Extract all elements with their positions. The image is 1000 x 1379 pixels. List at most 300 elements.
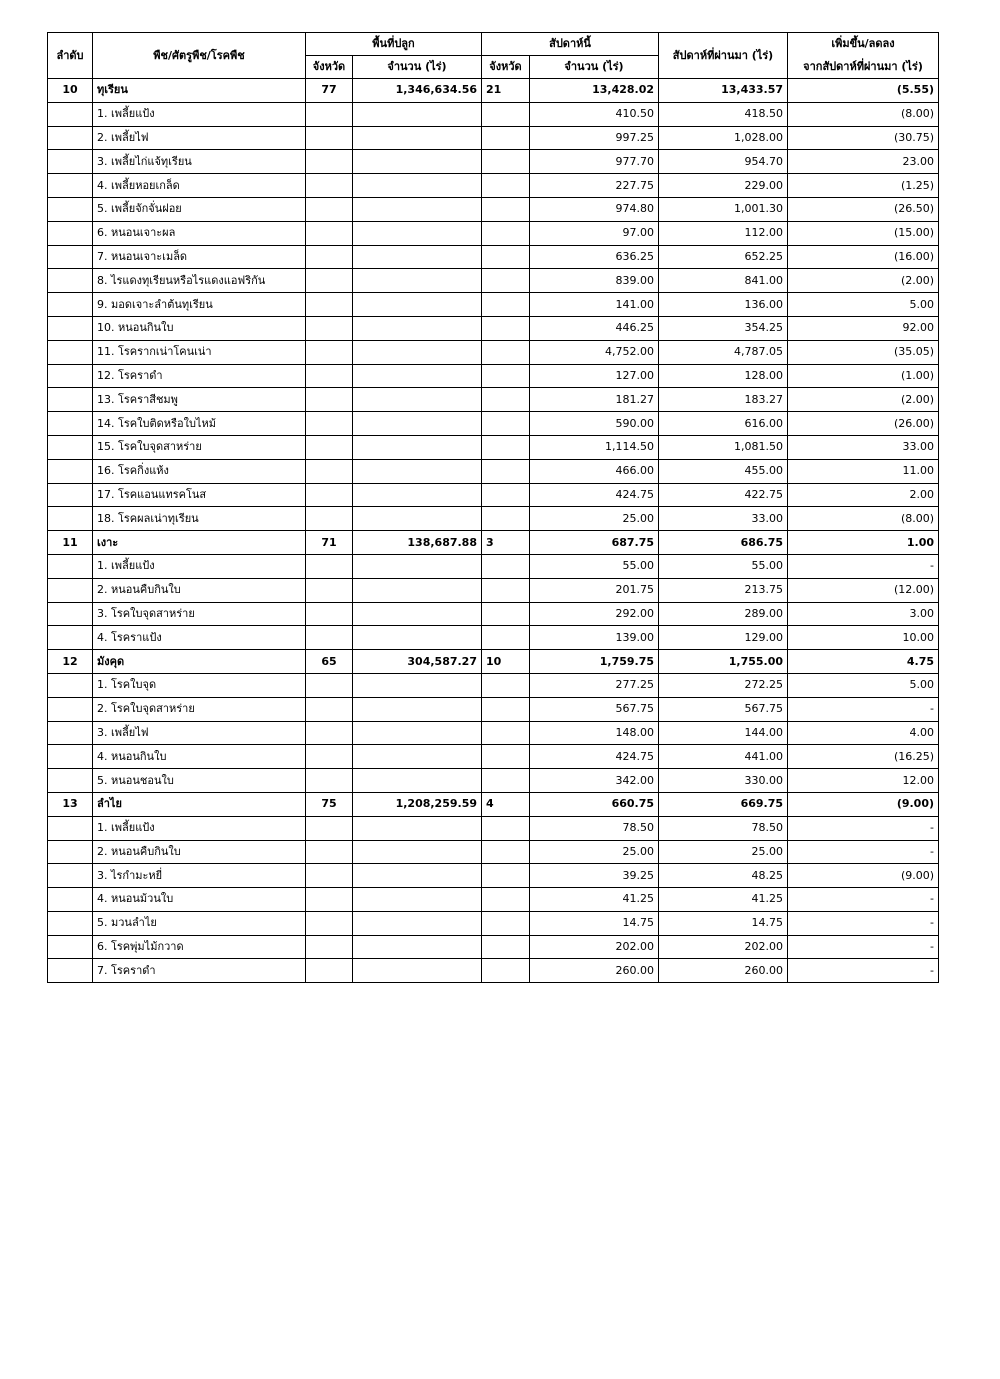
empty-cell bbox=[353, 269, 482, 293]
pest-week-amount: 424.75 bbox=[530, 745, 659, 769]
pest-last-week-amount: 78.50 bbox=[659, 816, 788, 840]
pest-change-amount: (8.00) bbox=[788, 507, 939, 531]
pest-name: 7. โรคราดำ bbox=[93, 959, 306, 983]
planted-area: 304,587.27 bbox=[353, 650, 482, 674]
pest-change-amount: 3.00 bbox=[788, 602, 939, 626]
empty-cell bbox=[306, 174, 353, 198]
pest-change-amount: (12.00) bbox=[788, 578, 939, 602]
empty-cell bbox=[482, 412, 530, 436]
empty-cell bbox=[482, 197, 530, 221]
pest-last-week-amount: 455.00 bbox=[659, 459, 788, 483]
last-week-amount: 1,755.00 bbox=[659, 650, 788, 674]
empty-cell bbox=[482, 102, 530, 126]
pest-last-week-amount: 48.25 bbox=[659, 864, 788, 888]
crop-name: ลำไย bbox=[93, 792, 306, 816]
empty-cell bbox=[353, 626, 482, 650]
pest-week-amount: 997.25 bbox=[530, 126, 659, 150]
empty-cell bbox=[306, 245, 353, 269]
empty-cell bbox=[482, 959, 530, 983]
empty-no-cell bbox=[48, 673, 93, 697]
week-amount: 687.75 bbox=[530, 531, 659, 555]
header-change-line1: เพิ่มขึ้น/ลดลง bbox=[788, 33, 939, 56]
empty-cell bbox=[482, 435, 530, 459]
pest-week-amount: 636.25 bbox=[530, 245, 659, 269]
pest-change-amount: (26.00) bbox=[788, 412, 939, 436]
pest-change-amount: 5.00 bbox=[788, 293, 939, 317]
pest-last-week-amount: 55.00 bbox=[659, 554, 788, 578]
pest-row bbox=[48, 911, 939, 935]
pest-name: 6. หนอนเจาะผล bbox=[93, 221, 306, 245]
pest-row bbox=[48, 721, 939, 745]
pest-row bbox=[48, 840, 939, 864]
empty-no-cell bbox=[48, 293, 93, 317]
planted-province-count: 71 bbox=[306, 531, 353, 555]
pest-last-week-amount: 25.00 bbox=[659, 840, 788, 864]
change-amount: 4.75 bbox=[788, 650, 939, 674]
pest-last-week-amount: 14.75 bbox=[659, 911, 788, 935]
empty-cell bbox=[353, 364, 482, 388]
pest-name: 5. เพลี้ยจักจั่นฝอย bbox=[93, 197, 306, 221]
empty-cell bbox=[353, 816, 482, 840]
pest-week-amount: 127.00 bbox=[530, 364, 659, 388]
pest-name: 15. โรคใบจุดสาหร่าย bbox=[93, 435, 306, 459]
empty-cell bbox=[353, 126, 482, 150]
pest-name: 13. โรคราสีชมพู bbox=[93, 388, 306, 412]
empty-cell bbox=[353, 697, 482, 721]
pest-last-week-amount: 418.50 bbox=[659, 102, 788, 126]
pest-change-amount: 92.00 bbox=[788, 316, 939, 340]
crop-name: เงาะ bbox=[93, 531, 306, 555]
last-week-amount: 13,433.57 bbox=[659, 79, 788, 103]
pest-name: 2. โรคใบจุดสาหร่าย bbox=[93, 697, 306, 721]
pest-name: 3. เพลี้ยไก่แจ้ทุเรียน bbox=[93, 150, 306, 174]
empty-cell bbox=[306, 459, 353, 483]
pest-change-amount: (2.00) bbox=[788, 269, 939, 293]
empty-cell bbox=[306, 293, 353, 317]
pest-row bbox=[48, 197, 939, 221]
empty-cell bbox=[353, 197, 482, 221]
empty-cell bbox=[353, 412, 482, 436]
pest-last-week-amount: 272.25 bbox=[659, 673, 788, 697]
table-body bbox=[48, 79, 939, 983]
empty-cell bbox=[306, 412, 353, 436]
pest-last-week-amount: 229.00 bbox=[659, 174, 788, 198]
pest-name: 8. ไรแดงทุเรียนหรือไรแดงแอฟริกัน bbox=[93, 269, 306, 293]
pest-name: 1. โรคใบจุด bbox=[93, 673, 306, 697]
empty-cell bbox=[353, 911, 482, 935]
pest-last-week-amount: 260.00 bbox=[659, 959, 788, 983]
pest-last-week-amount: 954.70 bbox=[659, 150, 788, 174]
empty-cell bbox=[353, 673, 482, 697]
pest-change-amount: 4.00 bbox=[788, 721, 939, 745]
empty-cell bbox=[482, 697, 530, 721]
empty-cell bbox=[482, 316, 530, 340]
pest-last-week-amount: 41.25 bbox=[659, 888, 788, 912]
pest-row bbox=[48, 150, 939, 174]
empty-cell bbox=[353, 340, 482, 364]
crop-row bbox=[48, 650, 939, 674]
pest-week-amount: 139.00 bbox=[530, 626, 659, 650]
header-province-week: จังหวัด bbox=[482, 56, 530, 79]
empty-cell bbox=[306, 626, 353, 650]
pest-change-amount: - bbox=[788, 959, 939, 983]
pest-week-amount: 446.25 bbox=[530, 316, 659, 340]
empty-no-cell bbox=[48, 507, 93, 531]
pest-change-amount: 33.00 bbox=[788, 435, 939, 459]
crop-number: 11 bbox=[48, 531, 93, 555]
pest-name: 1. เพลี้ยแป้ง bbox=[93, 554, 306, 578]
pest-week-amount: 78.50 bbox=[530, 816, 659, 840]
pest-row bbox=[48, 745, 939, 769]
empty-cell bbox=[482, 150, 530, 174]
pest-name: 17. โรคแอนแทรคโนส bbox=[93, 483, 306, 507]
pest-change-amount: (26.50) bbox=[788, 197, 939, 221]
empty-no-cell bbox=[48, 721, 93, 745]
empty-no-cell bbox=[48, 935, 93, 959]
empty-cell bbox=[306, 435, 353, 459]
empty-cell bbox=[353, 959, 482, 983]
change-amount: 1.00 bbox=[788, 531, 939, 555]
pest-week-amount: 55.00 bbox=[530, 554, 659, 578]
empty-no-cell bbox=[48, 245, 93, 269]
header-amount: จำนวน (ไร่) bbox=[353, 56, 482, 79]
planted-province-count: 77 bbox=[306, 79, 353, 103]
empty-cell bbox=[353, 602, 482, 626]
pest-week-amount: 201.75 bbox=[530, 578, 659, 602]
pest-week-amount: 141.00 bbox=[530, 293, 659, 317]
pest-last-week-amount: 1,001.30 bbox=[659, 197, 788, 221]
pest-row bbox=[48, 888, 939, 912]
planted-province-count: 65 bbox=[306, 650, 353, 674]
empty-no-cell bbox=[48, 340, 93, 364]
empty-cell bbox=[306, 364, 353, 388]
crop-name: ทุเรียน bbox=[93, 79, 306, 103]
empty-cell bbox=[482, 269, 530, 293]
pest-last-week-amount: 1,081.50 bbox=[659, 435, 788, 459]
empty-cell bbox=[306, 816, 353, 840]
header-item: พืช/ศัตรูพืช/โรคพืช bbox=[93, 33, 306, 79]
pest-week-amount: 202.00 bbox=[530, 935, 659, 959]
empty-no-cell bbox=[48, 150, 93, 174]
pest-change-amount: 2.00 bbox=[788, 483, 939, 507]
pest-name: 11. โรครากเน่าโคนเน่า bbox=[93, 340, 306, 364]
empty-cell bbox=[353, 316, 482, 340]
header-this-week: สัปดาห์นี้ bbox=[482, 33, 659, 56]
empty-cell bbox=[353, 483, 482, 507]
pest-last-week-amount: 1,028.00 bbox=[659, 126, 788, 150]
pest-row bbox=[48, 816, 939, 840]
empty-cell bbox=[306, 864, 353, 888]
empty-cell bbox=[353, 840, 482, 864]
pest-last-week-amount: 4,787.05 bbox=[659, 340, 788, 364]
empty-no-cell bbox=[48, 959, 93, 983]
empty-cell bbox=[482, 483, 530, 507]
pest-week-amount: 277.25 bbox=[530, 673, 659, 697]
pest-change-amount: (15.00) bbox=[788, 221, 939, 245]
crop-row bbox=[48, 792, 939, 816]
pest-row bbox=[48, 221, 939, 245]
empty-cell bbox=[482, 840, 530, 864]
crop-number: 12 bbox=[48, 650, 93, 674]
pest-last-week-amount: 213.75 bbox=[659, 578, 788, 602]
pest-change-amount: (1.00) bbox=[788, 364, 939, 388]
pest-last-week-amount: 144.00 bbox=[659, 721, 788, 745]
pest-last-week-amount: 33.00 bbox=[659, 507, 788, 531]
empty-cell bbox=[306, 745, 353, 769]
pest-change-amount: 11.00 bbox=[788, 459, 939, 483]
pest-change-amount: (16.00) bbox=[788, 245, 939, 269]
pest-change-amount: 5.00 bbox=[788, 673, 939, 697]
pest-change-amount: - bbox=[788, 840, 939, 864]
table-header bbox=[48, 33, 939, 79]
pest-name: 4. โรคราแป้ง bbox=[93, 626, 306, 650]
empty-cell bbox=[482, 578, 530, 602]
pest-name: 12. โรคราดำ bbox=[93, 364, 306, 388]
pest-week-amount: 97.00 bbox=[530, 221, 659, 245]
empty-no-cell bbox=[48, 126, 93, 150]
empty-cell bbox=[353, 459, 482, 483]
pest-name: 1. เพลี้ยแป้ง bbox=[93, 102, 306, 126]
empty-no-cell bbox=[48, 269, 93, 293]
empty-no-cell bbox=[48, 769, 93, 793]
pest-last-week-amount: 202.00 bbox=[659, 935, 788, 959]
pest-change-amount: (30.75) bbox=[788, 126, 939, 150]
empty-cell bbox=[306, 578, 353, 602]
empty-no-cell bbox=[48, 174, 93, 198]
empty-no-cell bbox=[48, 364, 93, 388]
crop-number: 13 bbox=[48, 792, 93, 816]
crop-name: มังคุด bbox=[93, 650, 306, 674]
pest-row bbox=[48, 578, 939, 602]
planted-area: 1,208,259.59 bbox=[353, 792, 482, 816]
pest-row bbox=[48, 102, 939, 126]
pest-row bbox=[48, 507, 939, 531]
pest-week-amount: 25.00 bbox=[530, 840, 659, 864]
empty-cell bbox=[482, 626, 530, 650]
pest-row bbox=[48, 245, 939, 269]
pest-name: 16. โรคกิ่งแห้ง bbox=[93, 459, 306, 483]
empty-cell bbox=[353, 435, 482, 459]
pest-name: 7. หนอนเจาะเมล็ด bbox=[93, 245, 306, 269]
empty-cell bbox=[306, 697, 353, 721]
pest-week-amount: 39.25 bbox=[530, 864, 659, 888]
empty-cell bbox=[306, 269, 353, 293]
empty-cell bbox=[482, 721, 530, 745]
week-province-count: 21 bbox=[482, 79, 530, 103]
pest-week-amount: 227.75 bbox=[530, 174, 659, 198]
pest-change-amount: (35.05) bbox=[788, 340, 939, 364]
empty-cell bbox=[306, 388, 353, 412]
pest-name: 2. หนอนคืบกินใบ bbox=[93, 840, 306, 864]
crop-row bbox=[48, 79, 939, 103]
pest-name: 3. ไรกำมะหยี่ bbox=[93, 864, 306, 888]
pest-change-amount: (16.25) bbox=[788, 745, 939, 769]
empty-cell bbox=[482, 769, 530, 793]
pest-week-amount: 4,752.00 bbox=[530, 340, 659, 364]
empty-no-cell bbox=[48, 816, 93, 840]
empty-cell bbox=[306, 316, 353, 340]
planted-area: 1,346,634.56 bbox=[353, 79, 482, 103]
empty-cell bbox=[353, 935, 482, 959]
pest-change-amount: - bbox=[788, 816, 939, 840]
header-change-line2: จากสัปดาห์ที่ผ่านมา (ไร่) bbox=[788, 56, 939, 79]
crop-row bbox=[48, 531, 939, 555]
pest-name: 9. มอดเจาะลำต้นทุเรียน bbox=[93, 293, 306, 317]
pest-last-week-amount: 136.00 bbox=[659, 293, 788, 317]
empty-cell bbox=[482, 816, 530, 840]
pest-change-amount: 23.00 bbox=[788, 150, 939, 174]
empty-cell bbox=[306, 673, 353, 697]
pest-week-amount: 181.27 bbox=[530, 388, 659, 412]
empty-no-cell bbox=[48, 316, 93, 340]
empty-cell bbox=[482, 554, 530, 578]
empty-cell bbox=[353, 888, 482, 912]
empty-cell bbox=[482, 388, 530, 412]
week-province-count: 10 bbox=[482, 650, 530, 674]
pest-row bbox=[48, 435, 939, 459]
pest-change-amount: 10.00 bbox=[788, 626, 939, 650]
empty-no-cell bbox=[48, 697, 93, 721]
pest-change-amount: (1.25) bbox=[788, 174, 939, 198]
empty-cell bbox=[306, 935, 353, 959]
pest-row bbox=[48, 364, 939, 388]
pest-change-amount: - bbox=[788, 554, 939, 578]
pest-name: 6. โรคพุ่มไม้กวาด bbox=[93, 935, 306, 959]
pest-last-week-amount: 652.25 bbox=[659, 245, 788, 269]
empty-cell bbox=[306, 840, 353, 864]
empty-cell bbox=[306, 102, 353, 126]
pest-row bbox=[48, 673, 939, 697]
last-week-amount: 686.75 bbox=[659, 531, 788, 555]
empty-cell bbox=[482, 507, 530, 531]
planted-area: 138,687.88 bbox=[353, 531, 482, 555]
empty-cell bbox=[482, 126, 530, 150]
pest-name: 14. โรคใบติดหรือใบไหม้ bbox=[93, 412, 306, 436]
pest-change-amount: (2.00) bbox=[788, 388, 939, 412]
pest-week-amount: 410.50 bbox=[530, 102, 659, 126]
pest-row bbox=[48, 316, 939, 340]
pest-row bbox=[48, 864, 939, 888]
empty-cell bbox=[306, 769, 353, 793]
pest-row bbox=[48, 602, 939, 626]
empty-cell bbox=[306, 221, 353, 245]
pest-name: 5. หนอนชอนใบ bbox=[93, 769, 306, 793]
empty-cell bbox=[482, 673, 530, 697]
empty-cell bbox=[306, 197, 353, 221]
empty-no-cell bbox=[48, 221, 93, 245]
pest-name: 10. หนอนกินใบ bbox=[93, 316, 306, 340]
pest-name: 4. หนอนม้วนใบ bbox=[93, 888, 306, 912]
empty-cell bbox=[482, 935, 530, 959]
header-no: ลำดับ bbox=[48, 33, 93, 79]
pest-week-amount: 466.00 bbox=[530, 459, 659, 483]
pest-row bbox=[48, 340, 939, 364]
empty-cell bbox=[306, 602, 353, 626]
pest-name: 2. หนอนคืบกินใบ bbox=[93, 578, 306, 602]
pest-name: 18. โรคผลเน่าทุเรียน bbox=[93, 507, 306, 531]
pest-row bbox=[48, 174, 939, 198]
pest-last-week-amount: 354.25 bbox=[659, 316, 788, 340]
empty-cell bbox=[482, 745, 530, 769]
planted-province-count: 75 bbox=[306, 792, 353, 816]
empty-cell bbox=[353, 174, 482, 198]
empty-no-cell bbox=[48, 626, 93, 650]
pest-row bbox=[48, 459, 939, 483]
pest-last-week-amount: 129.00 bbox=[659, 626, 788, 650]
empty-no-cell bbox=[48, 578, 93, 602]
pest-change-amount: (8.00) bbox=[788, 102, 939, 126]
empty-no-cell bbox=[48, 745, 93, 769]
pest-row bbox=[48, 412, 939, 436]
change-amount: (9.00) bbox=[788, 792, 939, 816]
empty-cell bbox=[353, 745, 482, 769]
pest-report-table bbox=[47, 32, 939, 983]
pest-row bbox=[48, 626, 939, 650]
empty-cell bbox=[353, 578, 482, 602]
empty-cell bbox=[306, 340, 353, 364]
header-last-week: สัปดาห์ที่ผ่านมา (ไร่) bbox=[659, 33, 788, 79]
pest-week-amount: 974.80 bbox=[530, 197, 659, 221]
empty-cell bbox=[353, 102, 482, 126]
week-province-count: 3 bbox=[482, 531, 530, 555]
pest-row bbox=[48, 769, 939, 793]
pest-row bbox=[48, 483, 939, 507]
pest-change-amount: (9.00) bbox=[788, 864, 939, 888]
pest-week-amount: 567.75 bbox=[530, 697, 659, 721]
empty-no-cell bbox=[48, 911, 93, 935]
pest-week-amount: 41.25 bbox=[530, 888, 659, 912]
empty-cell bbox=[482, 459, 530, 483]
pest-week-amount: 25.00 bbox=[530, 507, 659, 531]
week-amount: 1,759.75 bbox=[530, 650, 659, 674]
pest-change-amount: - bbox=[788, 888, 939, 912]
pest-row bbox=[48, 126, 939, 150]
pest-last-week-amount: 330.00 bbox=[659, 769, 788, 793]
empty-cell bbox=[482, 364, 530, 388]
empty-no-cell bbox=[48, 459, 93, 483]
empty-no-cell bbox=[48, 412, 93, 436]
pest-name: 4. เพลี้ยหอยเกล็ด bbox=[93, 174, 306, 198]
pest-week-amount: 424.75 bbox=[530, 483, 659, 507]
empty-no-cell bbox=[48, 864, 93, 888]
empty-cell bbox=[353, 864, 482, 888]
empty-cell bbox=[482, 340, 530, 364]
header-province: จังหวัด bbox=[306, 56, 353, 79]
pest-row bbox=[48, 388, 939, 412]
pest-week-amount: 148.00 bbox=[530, 721, 659, 745]
empty-no-cell bbox=[48, 483, 93, 507]
pest-name: 4. หนอนกินใบ bbox=[93, 745, 306, 769]
pest-change-amount: - bbox=[788, 697, 939, 721]
empty-cell bbox=[482, 911, 530, 935]
pest-row bbox=[48, 293, 939, 317]
empty-no-cell bbox=[48, 388, 93, 412]
empty-cell bbox=[482, 221, 530, 245]
pest-last-week-amount: 289.00 bbox=[659, 602, 788, 626]
empty-cell bbox=[306, 483, 353, 507]
empty-cell bbox=[353, 721, 482, 745]
empty-no-cell bbox=[48, 102, 93, 126]
pest-last-week-amount: 128.00 bbox=[659, 364, 788, 388]
empty-no-cell bbox=[48, 840, 93, 864]
empty-cell bbox=[482, 888, 530, 912]
empty-cell bbox=[306, 911, 353, 935]
pest-row bbox=[48, 697, 939, 721]
pest-row bbox=[48, 554, 939, 578]
empty-no-cell bbox=[48, 888, 93, 912]
empty-cell bbox=[353, 388, 482, 412]
empty-cell bbox=[482, 864, 530, 888]
